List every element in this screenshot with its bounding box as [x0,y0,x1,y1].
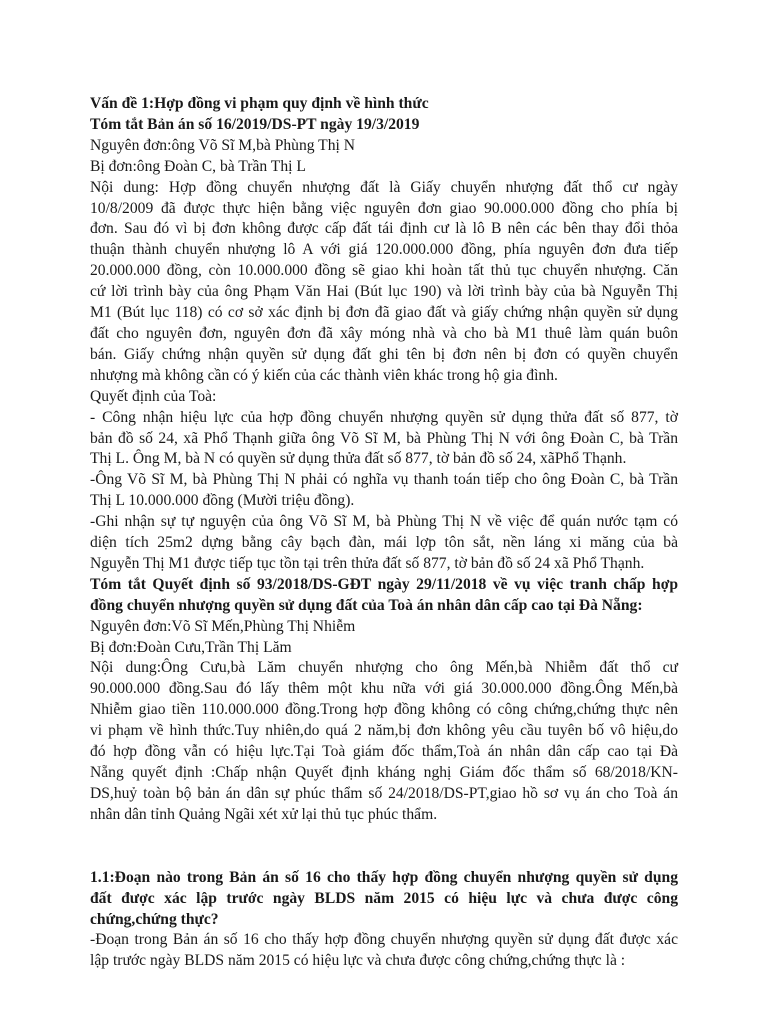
text-line: lập trước ngày BLDS năm 2015 có hiệu lực và chưa được công chứng,chứng thực là : [90,952,626,970]
paragraph-gap [90,826,678,868]
text-line: DS,huỷ toàn bộ bản án dân sự phúc thẩm số 24/2018/DS-PT,giao hồ sơ vụ án cho Toà án [90,784,678,802]
heading-line: Tóm tắt Bản án số 16/2019/DS-PT ngày 19/3/2019 [90,115,420,133]
text-line: Nguyên đơn:Võ Sĩ Mến,Phùng Thị Nhiễm [90,617,356,635]
text-line: cứ lời trình bày của ông Phạm Văn Hai (Bút lục 190) và lời trình bày của bà Nguyễn Thị [90,283,678,301]
heading-line: chứng,chứng thực? [90,910,219,928]
text-line: nhân dân tỉnh Quảng Ngãi xét xử lại thủ tục phúc thẩm. [90,805,438,823]
text-line: Nguyễn Thị M1 được tiếp tục tồn tại trên thửa đất số 877, tờ bản đồ số 24 xã Phổ Thạnh. [90,554,645,572]
text-line: Nguyên đơn:ông Võ Sĩ M,bà Phùng Thị N [90,136,355,154]
heading-line: đồng chuyển nhượng quyền sử dụng đất của Toà án nhân dân cấp cao tại Đà Nẵng: [90,596,643,614]
text-line: Thị L. Ông M, bà N có quyền sử dụng thửa đất số 877, tờ bản đồ số 24, xãPhổ Thạnh. [90,450,627,468]
text-line: đất cho nguyên đơn, nguyên đơn đã xây móng nhà và cho bà M1 thuê làm quán buôn [90,324,678,342]
text-line: Nội dung: Hợp đồng chuyển nhượng đất là Giấy chuyển nhượng đất thổ cư ngày [90,178,678,196]
text-line: nhượng mà không cần có ý kiến của các thành viên khác trong hộ gia đình. [90,366,558,384]
text-line: - Công nhận hiệu lực của hợp đồng chuyển nhượng quyền sử dụng thửa đất số 877, tờ [90,408,678,426]
text-line: bán. Giấy chứng nhận quyền sử dụng đất ghi tên bị đơn nên bị đơn có quyền chuyển [90,345,678,363]
text-line: 90.000.000 đồng.Sau đó lấy thêm một khu nữa với giá 30.000.000 đồng.Ông Mến,bà [90,680,678,698]
text-line: Quyết định của Toà: [90,387,217,405]
text-line: Bị đơn:Đoàn Cưu,Trần Thị Lăm [90,638,292,656]
text-line: đơn. Sau đó vì bị đơn không được cấp đất tái định cư là lô B nên các bên thay đổi thỏa [90,220,678,238]
text-line: -Đoạn trong Bản án số 16 cho thấy hợp đồng chuyển nhượng quyền sử dụng đất được xác [90,931,678,949]
text-line: 10/8/2009 đã được thực hiện bằng việc nguyên đơn giao 90.000.000 đồng cho phía bị [90,199,678,217]
text-line: diện tích 25m2 dựng bằng cây bạch đàn, mái lợp tôn sắt, nền láng xi măng của bà [90,534,678,552]
heading-line: đất được xác lập trước ngày BLDS năm 2015 có hiệu lực và chưa được công [90,889,678,907]
heading-line: Vấn đề 1:Hợp đồng vi phạm quy định về hình thức [90,95,429,112]
text-line: Bị đơn:ông Đoàn C, bà Trần Thị L [90,157,306,175]
text-line: Nhiễm giao tiền 110.000.000 đồng.Trong hợp đồng không có công chứng,chứng thực nên [90,701,678,719]
heading-line: Tóm tắt Quyết định số 93/2018/DS-GĐT ngày 29/11/2018 về vụ việc tranh chấp hợp [90,575,678,593]
text-line: đó hợp đồng vẫn có hiệu lực.Tại Toà giám đốc thẩm,Toà án nhân dân cấp cao tại Đà [90,743,678,761]
text-line: Thị L 10.000.000 đồng (Mười triệu đồng). [90,492,355,510]
text-line: -Ghi nhận sự tự nguyện của ông Võ Sĩ M, bà Phùng Thị N về việc để quán nước tạm có [90,513,678,531]
text-line: Nội dung:Ông Cưu,bà Lăm chuyển nhượng cho ông Mến,bà Nhiễm đất thổ cư [90,659,678,677]
question-section [90,868,678,973]
document-body [90,94,678,826]
text-line: Nẵng quyết định :Chấp nhận Quyết định kháng nghị Giám đốc thẩm số 68/2018/KN- [90,764,678,781]
heading-line: 1.1:Đoạn nào trong Bản án số 16 cho thấy hợp đồng chuyển nhượng quyền sử dụng [90,868,678,886]
text-line: vi phạm về hình thức.Tuy nhiên,do quá 2 năm,bị đơn không yêu cầu tuyên bố vô hiệu,do [90,722,678,740]
text-line: M1 (Bút lục 118) có cơ sở xác định bị đơn đã giao đất và giấy chứng nhận quyền sử dụng [90,304,678,322]
text-line: -Ông Võ Sĩ M, bà Phùng Thị N phải có nghĩa vụ thanh toán tiếp cho ông Đoàn C, bà Trần [90,471,678,489]
text-line: 20.000.000 đồng, còn 10.000.000 đồng sẽ giao khi hoàn tất thủ tục chuyển nhượng. Căn [90,262,678,280]
text-line: bản đồ số 24, xã Phổ Thạnh giữa ông Võ Sĩ M, bà Phùng Thị N với ông Đoàn C, bà Trần [90,429,678,447]
text-line: thuận thành chuyển nhượng lô A với giá 120.000.000 đồng, phía nguyên đơn đưa tiếp [90,241,678,259]
